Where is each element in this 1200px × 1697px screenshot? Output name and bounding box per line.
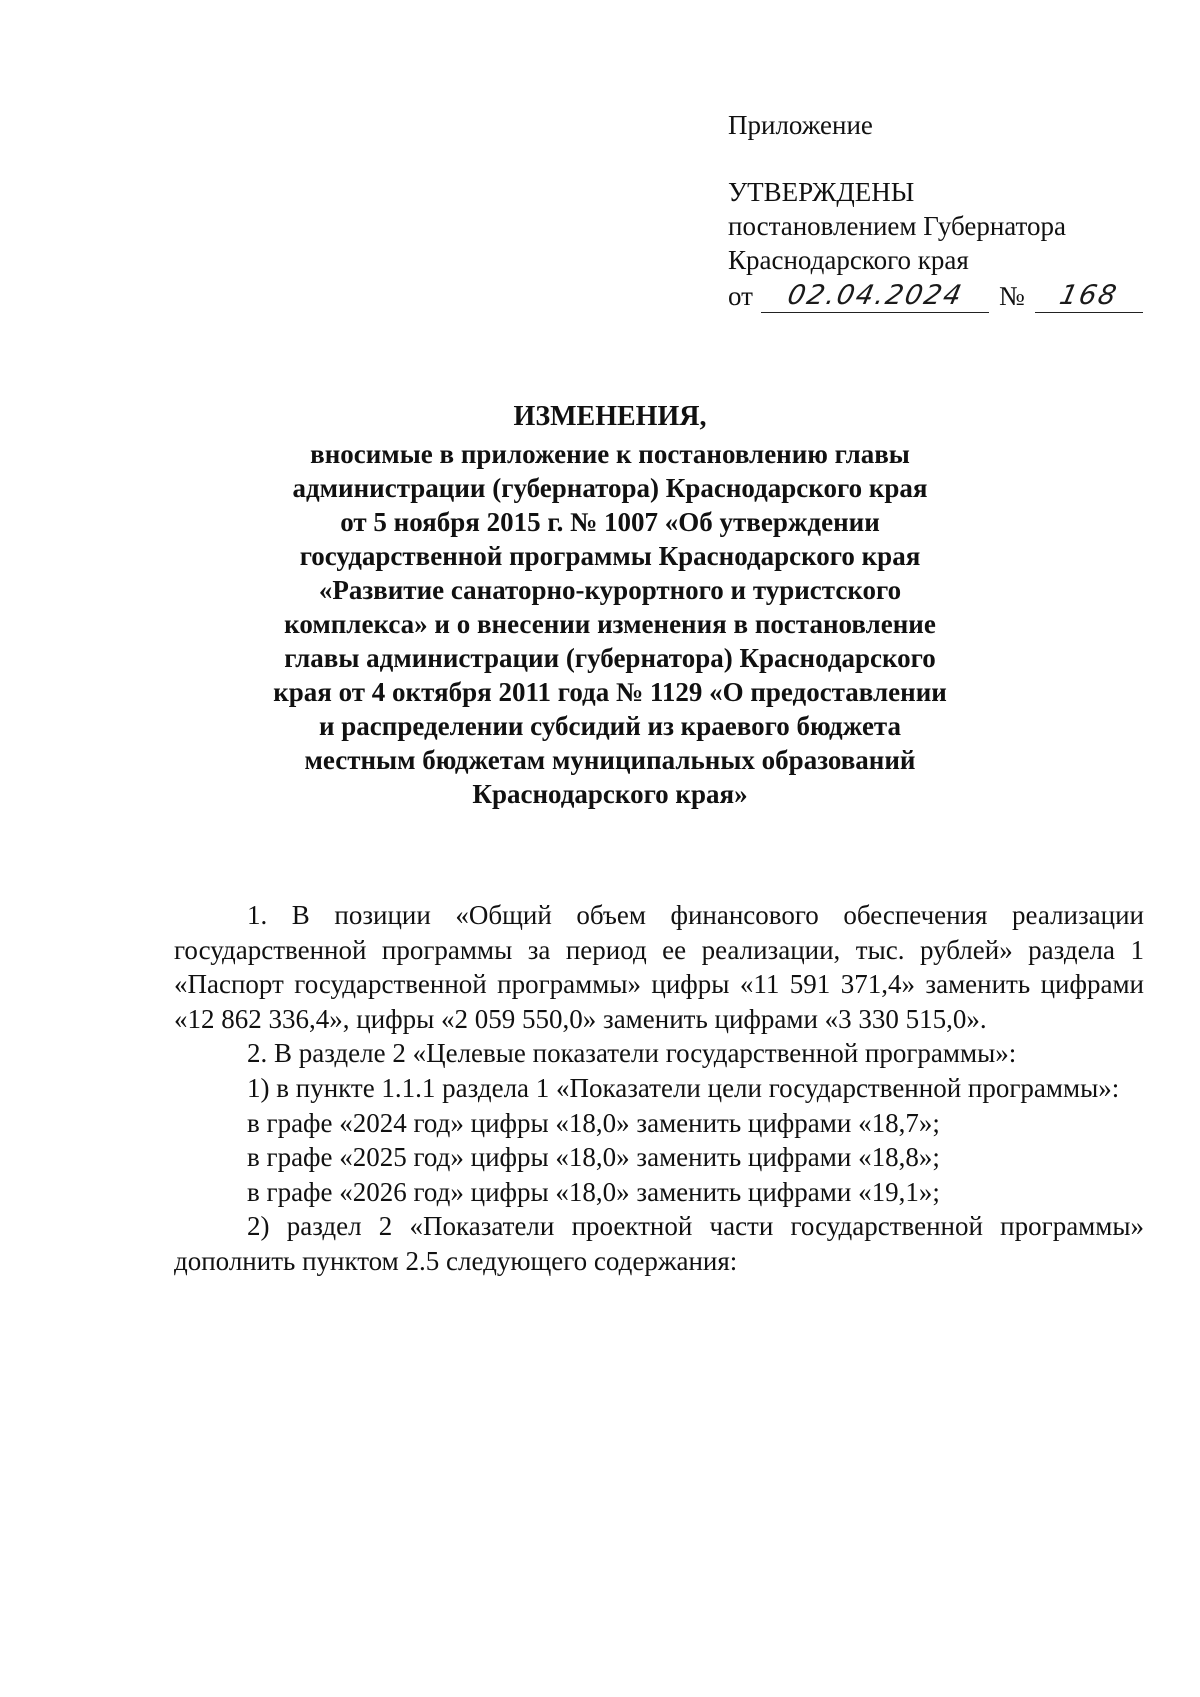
title-line: главы администрации (губернатора) Краснодарского bbox=[284, 643, 936, 673]
title-line: местным бюджетам муниципальных образований bbox=[304, 745, 916, 775]
title-heading: ИЗМЕНЕНИЯ, bbox=[513, 401, 707, 432]
handwritten-date: 02.04.2024 bbox=[784, 280, 966, 311]
title-line: и распределении субсидий из краевого бюджета bbox=[318, 711, 902, 741]
document-title bbox=[260, 400, 960, 811]
date-number-row bbox=[728, 279, 1148, 313]
title-line: администрации (губернатора) Краснодарского края bbox=[292, 473, 928, 503]
paragraph: в графе «2026 год» цифры «18,0» заменить цифрами «19,1»; bbox=[247, 1176, 940, 1207]
title-line: «Развитие санаторно-курортного и туристского bbox=[318, 575, 902, 605]
number-field bbox=[1035, 280, 1143, 313]
title-line: края от 4 октября 2011 года № 1129 «О предоставлении bbox=[273, 677, 947, 707]
paragraph: 2. В разделе 2 «Целевые показатели государственной программы»: bbox=[247, 1038, 1017, 1069]
paragraph: в графе «2025 год» цифры «18,0» заменить цифрами «18,8»; bbox=[247, 1142, 940, 1173]
approved-word: УТВЕРЖДЕНЫ bbox=[728, 177, 915, 207]
title-line: государственной программы Краснодарского края bbox=[299, 541, 921, 571]
paragraph: в графе «2024 год» цифры «18,0» заменить цифрами «18,7»; bbox=[247, 1107, 940, 1138]
number-prefix: № bbox=[998, 281, 1025, 311]
document-body bbox=[174, 898, 1144, 1279]
title-line: комплекса» и о внесении изменения в постановление bbox=[284, 609, 936, 639]
handwritten-number: 168 bbox=[1056, 280, 1121, 311]
date-prefix: от bbox=[728, 281, 753, 311]
approval-block bbox=[728, 108, 1148, 313]
paragraph: 1. В позиции «Общий объем финансового обеспечения реализации государственной программы за период ее реализации, тыс. рублей» раздела 1 «Паспорт государственной программы» цифры «11 591 371,4» заменить цифрами «12 862 336,4», цифры «2 059 550,0» заменить цифрами «3 330 515,0». bbox=[174, 900, 1144, 1034]
appendix-label: Приложение bbox=[728, 110, 873, 140]
region-line: Краснодарского края bbox=[728, 245, 969, 275]
date-field bbox=[761, 280, 989, 313]
issuer-line: постановлением Губернатора bbox=[728, 211, 1066, 241]
paragraph: 1) в пункте 1.1.1 раздела 1 «Показатели цели государственной программы»: bbox=[247, 1072, 1120, 1103]
title-line: вносимые в приложение к постановлению главы bbox=[310, 439, 910, 469]
paragraph: 2) раздел 2 «Показатели проектной части государственной программы» дополнить пунктом 2.5 следующего содержания: bbox=[174, 1211, 1144, 1276]
title-line: от 5 ноября 2015 г. № 1007 «Об утверждении bbox=[340, 507, 880, 537]
title-line: Краснодарского края» bbox=[472, 779, 748, 809]
